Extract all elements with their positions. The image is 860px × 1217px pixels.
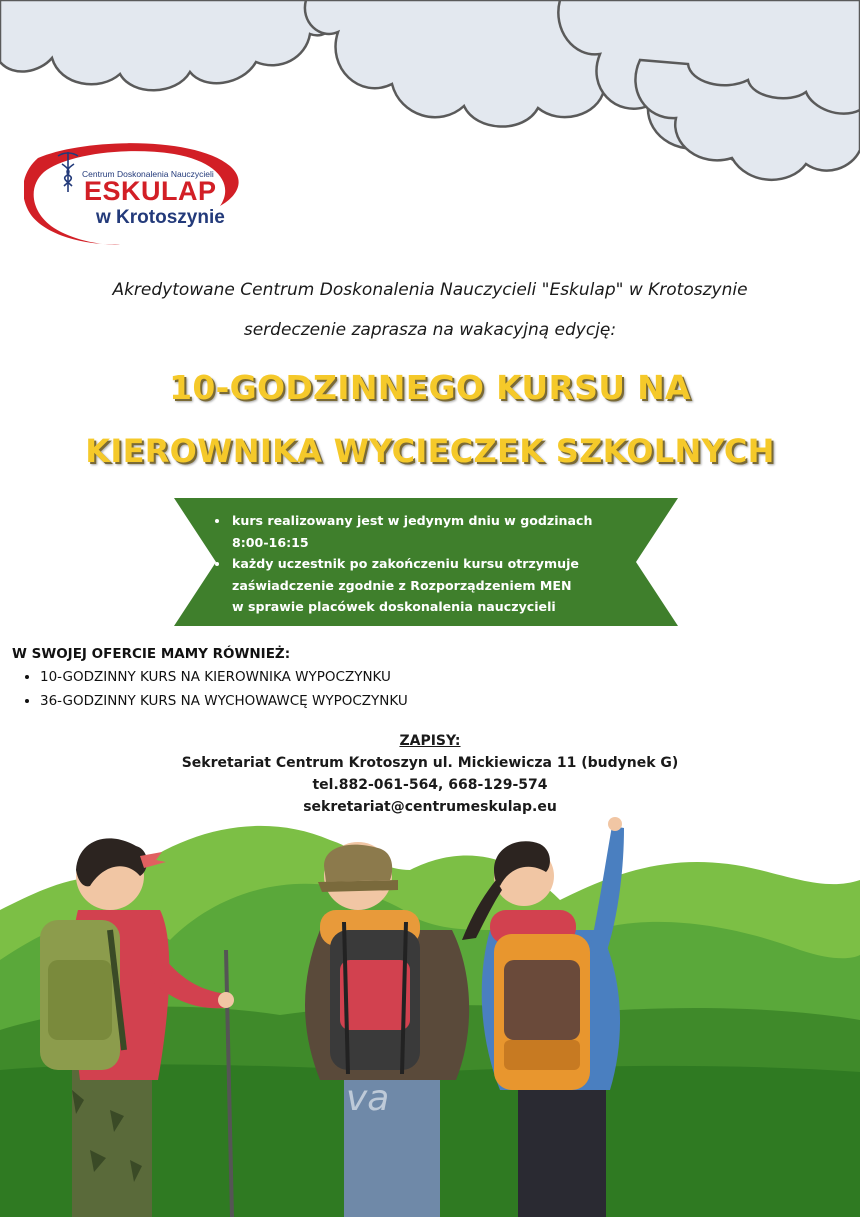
course-info-list: [212, 510, 650, 618]
course-info-text: w sprawie placówek doskonalenia nauczycieli: [232, 599, 556, 614]
offer-title: W SWOJEJ OFERCIE MAMY RÓWNIEŻ:: [12, 646, 291, 662]
contact-address: Sekretariat Centrum Krotoszyn ul. Mickiewicza 11 (budynek G): [181, 755, 679, 771]
headline-line-2: KIEROWNIKA WYCIECZEK SZKOLNYCH: [85, 432, 775, 470]
eskulap-logo: [24, 142, 254, 246]
course-info-item: [230, 553, 650, 618]
course-info-banner: [174, 498, 678, 626]
intro-line-2: serdeczenie zaprasza na wakacyjną edycję:: [243, 320, 617, 340]
watermark-text: va: [346, 1078, 390, 1119]
contact-email[interactable]: sekretariat@centrumeskulap.eu: [303, 799, 557, 815]
course-info-item: [230, 510, 650, 553]
logo-name: ESKULAP: [84, 176, 217, 206]
logo-organization-text: Centrum Doskonalenia Nauczycieli: [82, 169, 214, 179]
course-info-text: kurs realizowany jest w jedynym dniu w godzinach: [232, 513, 593, 528]
course-info-text: każdy uczestnik po zakończeniu kursu otrzymuje: [232, 556, 579, 571]
contact-phone: tel.882-061-564, 668-129-574: [312, 777, 548, 793]
logo-city: w Krotoszynie: [96, 207, 225, 228]
offer-item: • 10-GODZINNY KURS NA KIEROWNIKA WYPOCZYNKU: [40, 666, 408, 690]
headline-line-1: 10-GODZINNEGO KURSU NA: [169, 368, 691, 407]
signup-heading: ZAPISY:: [399, 733, 461, 749]
offer-item: • 36-GODZINNY KURS NA WYCHOWAWCĘ WYPOCZYNKU: [40, 690, 408, 714]
course-info-text: zaświadczenie zgodnie z Rozporządzeniem MEN: [232, 577, 572, 593]
hikers-illustration: [0, 810, 860, 1217]
offer-list: [22, 666, 408, 713]
course-hours: 8:00-16:15: [232, 534, 309, 550]
intro-line-1: Akredytowane Centrum Doskonalenia Nauczycieli "Eskulap" w Krotoszynie: [112, 280, 748, 300]
